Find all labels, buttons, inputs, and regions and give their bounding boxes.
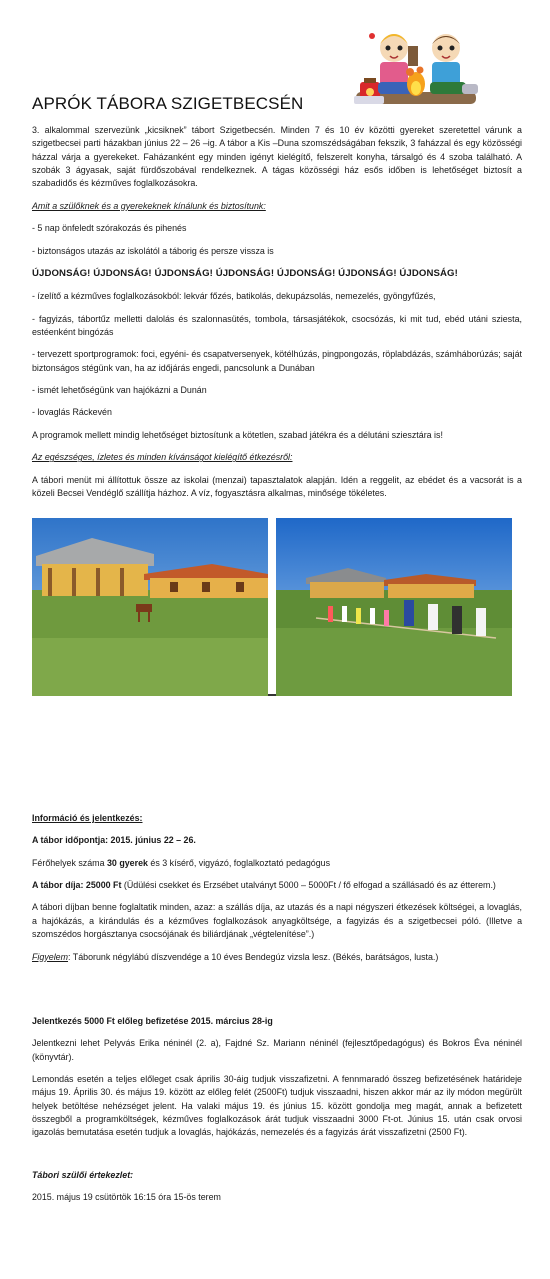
photo-row [32,518,512,698]
places-line [32,857,522,870]
camp-houses-photo [32,518,268,696]
cancellation-text: Lemondás esetén a teljes előleget csak április 30-áig tudjuk visszafizetni. A fennmaradó összeg befizetésének határideje május 19. Április 30. és május 19. között az előleg felét (2500Ft) tudjuk visszaadni, hiszen akkor már az ily módon megürült helyek betöltése nehézséget jelent. Ha valaki május 19. és június 15. között gondolja meg magát, annak a befizetett összegből a programköltségek, kézműves foglalkozások árát tudjuk visszaadni 3000 Ft-ot. Június 15. után csak orvosi igazolás bemutatása esetén tudjuk a lovaglás, hajókázás, nemezelés és a fagyizás árát visszafizetni (2500 Ft). [32,1073,522,1138]
fee-note: (Üdülési csekket és Erzsébet utalványt 5000 – 5000Ft / fő elfogad a szállásadó és az étterem.) [121,880,496,891]
meeting-text: 2015. május 19 csütörtök 16:15 óra 15-ös terem [32,1192,221,1203]
info-heading: Információ és jelentkezés: [32,813,143,823]
attention-label: Figyelem [32,951,69,962]
novelty-banner: ÚJDONSÁG! ÚJDONSÁG! ÚJDONSÁG! ÚJDONSÁG! ÚJDONSÁG! ÚJDONSÁG! ÚJDONSÁG! [32,267,458,279]
offer-item: - biztonságos utazás az iskolától a táborig és persze vissza is [32,245,274,256]
offer-summary: A programok mellett mindig lehetőséget biztosítunk a kötetlen, szabad játékra és a délutáni sziesztára is! [32,429,443,440]
attention-text: : Táborunk négylábú díszvendége a 10 éves Bendegúz vizsla lesz. (Békés, barátságos, lusta.) [68,951,439,962]
attention-line [32,951,522,964]
offer-heading: Amit a szülőknek és a gyerekeknek kínálunk és biztosítunk: [32,200,266,211]
intro-section [32,124,522,509]
offer-item: - lovaglás Ráckevén [32,407,112,418]
page-title: APRÓK TÁBORA SZIGETBECSÉN [32,94,304,113]
tug-of-war-photo [276,518,512,696]
food-paragraph: A tábori menüt mi állítottuk össze az iskolai (menzai) tapasztalatok alapján. Idén a reggelit, az ebédet és a vacsorát is a közeli Becsei Vendéglő szállítja házhoz. A víz, fogyasztásra alkalmas, minősége tökéletes. [32,474,522,498]
fee-amount: A tábor díja: 25000 Ft [32,880,122,891]
places-post: és 3 kísérő, vigyázó, foglalkoztató pedagógus [147,857,331,868]
offer-item: - tervezett sportprogramok: foci, egyéni- és csapatversenyek, kötélhúzás, pingpongozás, röplabdázás, számháborúzás; saját biztonságos stégünk van, ha az időjárás engedi, pancsolunk a Dunában [32,349,522,373]
spacer [32,1149,522,1169]
food-heading: Az egészséges, ízletes és minden kívánságot kielégítő étkezésről: [32,452,293,463]
spacer [32,973,522,1015]
fee-line [32,879,522,892]
places-count: 30 gyerek [106,857,148,868]
registration-text: Jelentkezni lehet Pelyvás Erika néninél (2. a), Fajdné Sz. Mariann néninél (fejlesztőpedagógus) és Bokros Éva néninél (könyvtár). [32,1038,522,1062]
registration-heading: Jelentkezés 5000 Ft előleg befizetése 2015. március 28-ig [32,1015,273,1026]
intro-paragraph: 3. alkalommal szervezünk „kicsiknek” tábort Szigetbecsén. Minden 7 és 10 év közötti gyereket szeretettel várunk a szigetbecsei parti házakban június 22 – 26 –ig. A tábor a Kis –Duna szomszédságában fekszik, 3 faházzal és egy közösségi házzal várja a gyerekeket. Faházanként egy minden igényt kielégítő, felszerelt konyha, társalgó és 4 szoba található. A szobák 3 ágyasak, saját fürdőszobával rendelkeznek. A tágas közösségi ház esős időben is lehetőséget biztosít a szabadidős és kézműves foglalkozásokra. [32,125,522,189]
offer-item: - 5 nap önfeledt szórakozás és pihenés [32,223,187,234]
meeting-heading: Tábori szülői értekezlet: [32,1169,134,1180]
photo-divider [268,694,276,696]
info-section [32,812,522,1213]
places-pre: Férőhelyek száma [32,857,107,868]
fee-includes: A tábori díjban benne foglaltatik minden, azaz: a szállás díja, az utazás és a napi négyszeri étkezések költségei, a lovaglás, a hajókázás, a kirándulás és a kézműves foglalkozások anyagköltsége, a fagyizás és a szigetbecsei póló. (Illetve a szomszédos horgásztanya csocsójának és biliárdjának „végtelenítése”.) [32,902,522,940]
offer-item: - ismét lehetőségünk van hajókázni a Dunán [32,385,207,396]
offer-item: - ízelítő a kézműves foglalkozásokból: lekvár főzés, batikolás, dekupázsolás, nemezelés, gyöngyfűzés, [32,291,436,302]
offer-item: - fagyizás, tábortűz melletti dalolás és szalonnasütés, tombola, társasjátékok, csocsózás, ki mit tud, ebéd utáni sziesta, estéenként bingózás [32,313,522,337]
children-campfire-illustration [350,26,482,112]
camp-dates: A tábor időpontja: 2015. június 22 – 26. [32,835,196,846]
